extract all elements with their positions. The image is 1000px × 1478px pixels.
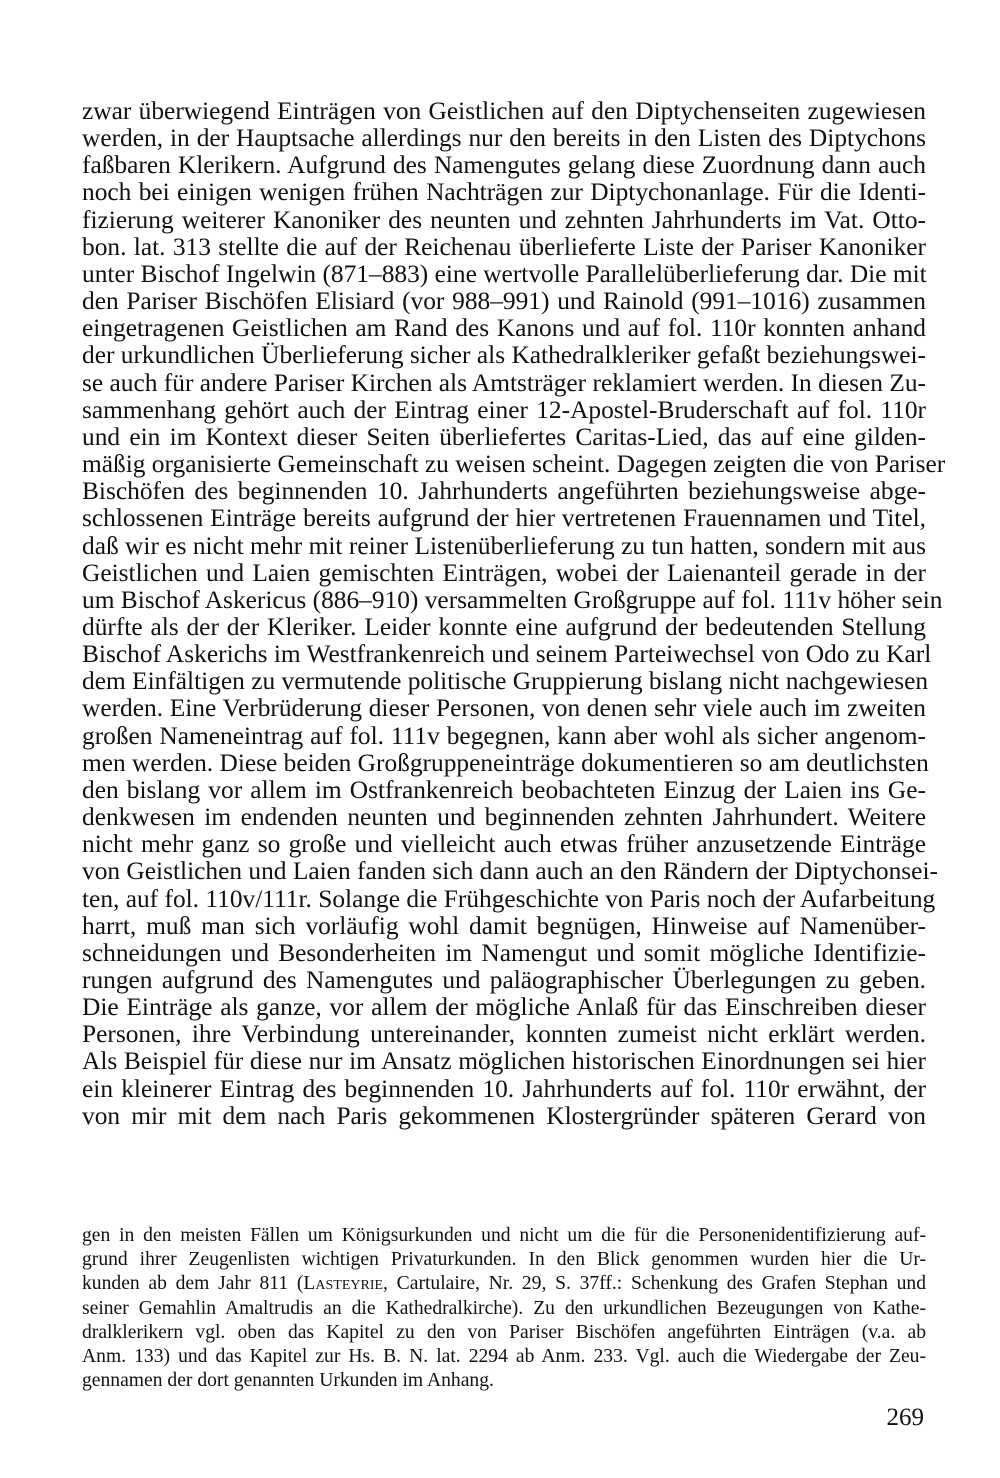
text-line: men werden. Diese beiden Großgruppeneinträge dokumentieren so am deutlichsten: [82, 748, 929, 777]
text-line: eingetragenen Geistlichen am Rand des Kanons und auf fol. 110r konnten anhand: [82, 314, 926, 343]
text-line: Personen, ihre Verbindung untereinander, konnten zumeist nicht erklärt werden.: [82, 1020, 926, 1049]
text-line: denkwesen im endenden neunten und beginnenden zehnten Jahrhundert. Weitere: [82, 803, 926, 832]
text-line: den Pariser Bischöfen Elisiard (vor 988–991) und Rainold (991–1016) zusammen: [82, 287, 926, 316]
text-line: von mir mit dem nach Paris gekommenen Klostergründer späteren Gerard von: [82, 1101, 926, 1130]
text-line: schneidungen und Besonderheiten im Namengut und somit mögliche Identifizie-: [82, 938, 926, 967]
text-line: großen Nameneintrag auf fol. 111v begegnen, kann aber wohl als sicher angenom-: [82, 721, 926, 750]
text-line: sammenhang gehört auch der Eintrag einer 12-Apostel-Bruderschaft auf fol. 110r: [82, 395, 926, 424]
text-line: harrt, muß man sich vorläufig wohl damit begnügen, Hinweise auf Namenüber-: [82, 911, 926, 940]
text-line: dürfte als der der Kleriker. Leider konnte eine aufgrund der bedeutenden Stellung: [82, 612, 926, 641]
text-line: bon. lat. 313 stellte die auf der Reichenau überlieferte Liste der Pariser Kanoniker: [82, 232, 926, 261]
text-line: werden. Eine Verbrüderung dieser Personen, von denen sehr viele auch im zweiten: [82, 694, 926, 723]
text-line: von Geistlichen und Laien fanden sich dann auch an den Rändern der Diptychonsei-: [82, 857, 938, 886]
text-line: Geistlichen und Laien gemischten Einträgen, wobei der Laienanteil gerade in der: [82, 558, 926, 587]
text-line: Als Beispiel für diese nur im Ansatz möglichen historischen Einordnungen sei hier: [82, 1047, 926, 1076]
text-line: rungen aufgrund des Namengutes und paläographischer Überlegungen zu geben.: [82, 966, 926, 994]
page-number: 269: [886, 1404, 924, 1431]
footnote: [82, 1224, 926, 1393]
text-line: ten, auf fol. 110v/111r. Solange die Frühgeschichte von Paris noch der Aufarbeitung: [82, 884, 936, 913]
text-line: nicht mehr ganz so große und vielleicht auch etwas früher anzusetzende Einträge: [82, 830, 926, 859]
text-line: um Bischof Askericus (886–910) versammelten Großgruppe auf fol. 111v höher sein: [82, 585, 943, 614]
footnote-line: Anm. 133) und das Kapitel zur Hs. B. N. lat. 2294 ab Anm. 233. Vgl. auch die Wiedergabe der Zeu-: [82, 1346, 926, 1368]
text-line: se auch für andere Pariser Kirchen als Amtsträger reklamiert werden. In diesen Zu-: [82, 368, 926, 397]
text-line: fizierung weiterer Kanoniker des neunten und zehnten Jahrhunderts im Vat. Otto-: [82, 205, 926, 234]
footnote-line: dralklerikern vgl. oben das Kapitel zu den von Pariser Bischöfen angeführten Einträgen (v.a. ab: [82, 1321, 926, 1343]
text-line: den bislang vor allem im Ostfrankenreich beobachteten Einzug der Laien ins Ge-: [82, 775, 926, 804]
text-line: faßbaren Klerikern. Aufgrund des Namengutes gelang diese Zuordnung dann auch: [82, 151, 926, 180]
footnote-line: grund ihrer Zeugenlisten wichtigen Privaturkunden. In den Blick genommen wurden hier die Ur-: [82, 1249, 926, 1271]
text-line: ein kleinerer Eintrag des beginnenden 10. Jahrhunderts auf fol. 110r erwähnt, der: [82, 1074, 926, 1103]
footnote-line: seiner Gemahlin Amaltrudis an die Kathedralkirche). Zu den urkundlichen Bezeugungen von Kathe-: [82, 1297, 926, 1319]
text-line: zwar überwiegend Einträgen von Geistlichen auf den Diptychenseiten zugewiesen: [82, 97, 926, 125]
text-line: schlossenen Einträge bereits aufgrund der hier vertretenen Frauennamen und Titel,: [82, 504, 926, 533]
text-line: und ein im Kontext dieser Seiten überliefertes Caritas-Lied, das auf eine gilden-: [82, 422, 926, 451]
text-line: Die Einträge als ganze, vor allem der mögliche Anlaß für das Einschreiben dieser: [82, 993, 926, 1022]
text-line: der urkundlichen Überlieferung sicher als Kathedralkleriker gefaßt beziehungswei-: [82, 341, 926, 370]
text-line: werden, in der Hauptsache allerdings nur den bereits in den Listen des Diptychons: [82, 124, 926, 153]
footnote-line: gennamen der dort genannten Urkunden im Anhang.: [82, 1370, 494, 1392]
text-line: Bischof Askerichs im Westfrankenreich und seinem Parteiwechsel von Odo zu Karl: [82, 640, 932, 669]
body-text: [82, 97, 946, 1130]
footnote-line: gen in den meisten Fällen um Königsurkunden und nicht um die für die Personenidentifizierung auf-: [82, 1225, 926, 1246]
footnote-line: kunden ab dem Jahr 811 (Lasteyrie, Cartulaire, Nr. 29, S. 37ff.: Schenkung des Grafen Stephan und: [82, 1273, 927, 1295]
text-line: noch bei einigen wenigen frühen Nachträgen zur Diptychonanlage. Für die Identi-: [82, 178, 926, 207]
text-line: dem Einfältigen zu vermutende politische Gruppierung bislang nicht nachgewiesen: [82, 667, 929, 696]
text-line: unter Bischof Ingelwin (871–883) eine wertvolle Parallelüberlieferung dar. Die mit: [82, 259, 927, 288]
text-line: mäßig organisierte Gemeinschaft zu weisen scheint. Dagegen zeigten die von Pariser: [82, 450, 946, 479]
text-line: Bischöfen des beginnenden 10. Jahrhunderts angeführten beziehungsweise abge-: [82, 477, 926, 506]
text-line: daß wir es nicht mehr mit reiner Listenüberlieferung zu tun hatten, sondern mit aus: [82, 531, 926, 560]
